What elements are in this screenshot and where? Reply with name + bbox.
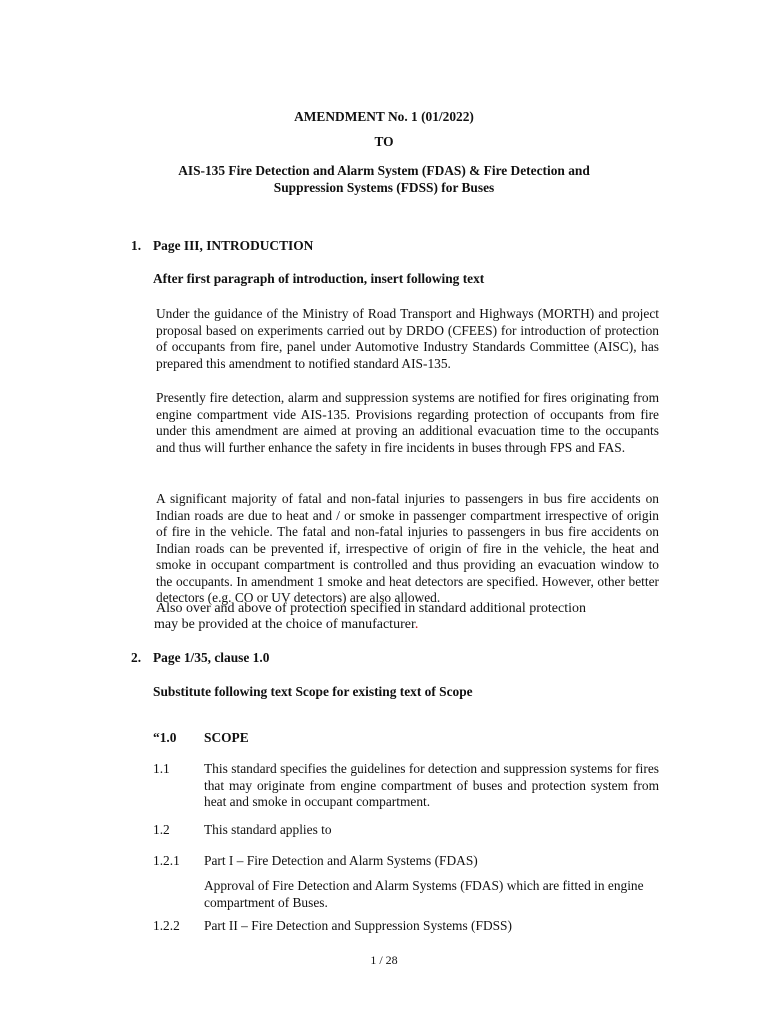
section2-instruction: Substitute following text Scope for existing text of Scope bbox=[153, 684, 473, 699]
amendment-title: AMENDMENT No. 1 (01/2022) bbox=[294, 109, 474, 124]
clause-1-2-2-number: 1.2.2 bbox=[153, 918, 180, 933]
clause-1-2-2-text: Part II – Fire Detection and Suppression Systems (FDSS) bbox=[204, 918, 512, 933]
section2-title: Page 1/35, clause 1.0 bbox=[153, 650, 270, 665]
clause-1-2-number: 1.2 bbox=[153, 822, 170, 837]
clause-1-2-1-number: 1.2.1 bbox=[153, 853, 180, 868]
intro-paragraph-1: Under the guidance of the Ministry of Road Transport and Highways (MORTH) and project proposal based on experiments carried out by DRDO (CFEES) for introduction of protection of occupants from fire, panel under Automotive Industry Standards Committee (AISC), has prepared this amendment to notified standard AIS-135. bbox=[156, 306, 659, 371]
page-number: 1 / 28 bbox=[370, 953, 398, 967]
section1-number: 1. bbox=[131, 238, 142, 253]
standard-title-line1: AIS-135 Fire Detection and Alarm System (FDAS) & Fire Detection and bbox=[178, 163, 590, 178]
intro-paragraph-3: A significant majority of fatal and non-fatal injuries to passengers in bus fire accidents on Indian roads are due to heat and / or smoke in passenger compartment irrespective of origin of fire in the vehicle. The fatal and non-fatal injuries to passengers in bus fire accidents on Indian roads can be prevented if, irrespective of origin of fire in the vehicle, the heat and smoke in occupant compartment is controlled and thus providing an evacuation window to the occupants. In amendment 1 smoke and heat detectors are specified. However, other better detectors (e.g. CO or UV detectors) are also allowed. bbox=[156, 491, 659, 605]
clause-1-2-1-subtext: Approval of Fire Detection and Alarm Systems (FDAS) which are fitted in engine compartment of Buses. bbox=[204, 878, 644, 910]
red-period: . bbox=[414, 617, 419, 632]
clause-1-2-1-text: Part I – Fire Detection and Alarm Systems (FDAS) bbox=[204, 853, 478, 868]
scope-title: SCOPE bbox=[204, 730, 249, 745]
amendment-to: TO bbox=[374, 134, 394, 149]
section1-title: Page III, INTRODUCTION bbox=[153, 238, 314, 253]
clause-1-1-number: 1.1 bbox=[153, 761, 170, 776]
standard-title-line2: Suppression Systems (FDSS) for Buses bbox=[273, 180, 495, 195]
clause-1-2-text: This standard applies to bbox=[204, 822, 332, 837]
intro-paragraph-2: Presently fire detection, alarm and suppression systems are notified for fires originating from engine compartment vide AIS-135. Provisions regarding protection of occupants from fire under this amendment are aimed at proving an additional evacuation time to the occupants and thus will further enhance the safety in fire incidents in buses through FPS and FAS. bbox=[156, 390, 659, 455]
clause-1-1-text: This standard specifies the guidelines for detection and suppression systems for fires that may originate from engine compartment of buses and protection system from heat and smoke in occupant compartment. bbox=[204, 761, 659, 809]
intro-paragraph-3-line-b: may be provided at the choice of manufacturer. bbox=[154, 617, 419, 632]
section1-instruction: After first paragraph of introduction, insert following text bbox=[153, 271, 485, 286]
scope-number: “1.0 bbox=[153, 730, 177, 745]
intro-paragraph-3-line-a: Also over and above of protection specified in standard additional protection bbox=[156, 601, 586, 616]
section2-number: 2. bbox=[131, 650, 142, 665]
